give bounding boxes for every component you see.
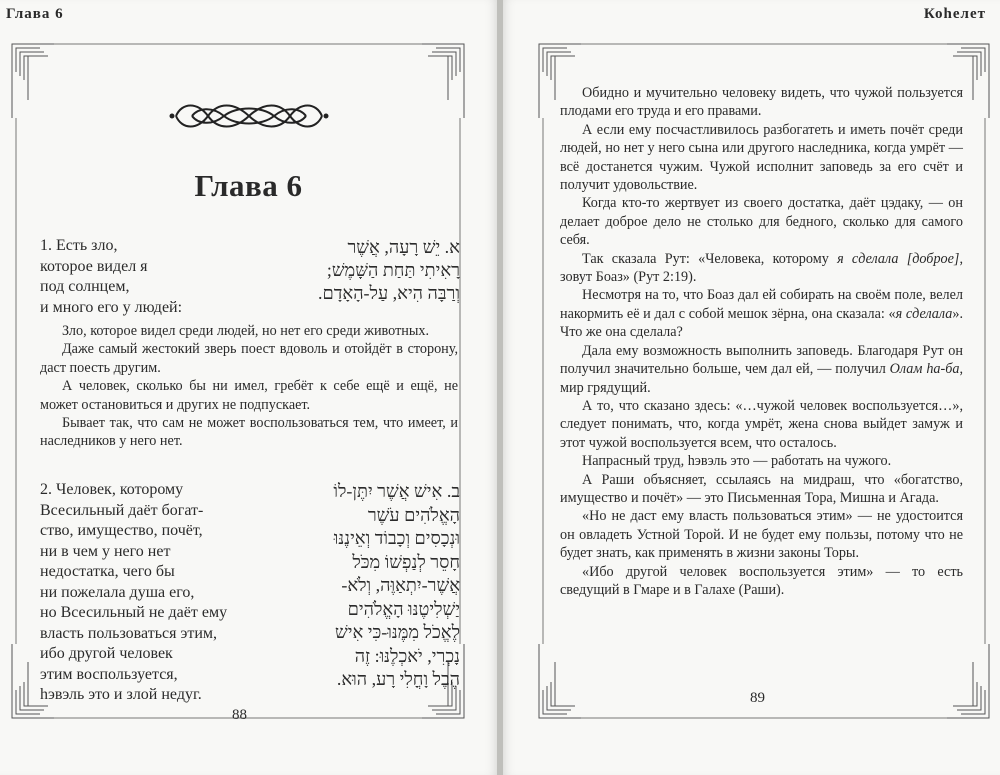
italic-text: я сделала [895, 305, 953, 322]
left-page [0, 0, 497, 775]
verse-line-hebrew: לֶאֱכֹל מִמֶּנּוּ-כִּי אִישׁ [334, 622, 460, 642]
paragraph: А человек, сколько бы ни имел, гребёт к себе ещё и ещё, не может остановиться и других не подпускает. [40, 378, 458, 413]
paragraph [560, 286, 963, 341]
running-head-right: Коhелет [923, 6, 986, 22]
verse-2 [40, 480, 460, 710]
verse-line: hэвэль это и злой недуг. [40, 686, 202, 703]
text-run: Так сказала Рут: «Человека, которому [582, 250, 838, 267]
verse-line: под солнцем, [40, 278, 130, 295]
verse-line-hebrew: הָאֱלֹהִים עֹשֶׁר [367, 504, 460, 525]
verse-line: ство, имущество, почёт, [40, 522, 203, 539]
text-run: Обидно и мучительно человеку видеть, что чужой пользуется плодами его труда и его правами. [560, 85, 963, 120]
verse-1 [40, 236, 460, 318]
verse-line: власть пользоваться этим, [40, 624, 218, 642]
text-run: Когда кто-то жертвует из своего достатка, даёт цэдаку, — он делает доброе дело не столько для бедного, сколько для самого себя. [560, 195, 963, 249]
text-run: Дала ему возможность выполнить заповедь. Благодаря Рут он получил значительно больше, чем дал ей, — получил [560, 342, 963, 378]
verse-line-hebrew: אֲשֶׁר-יִתְאַוֶּה, וְלֹא- [341, 575, 460, 595]
italic-text: Олам hа-ба [889, 361, 960, 378]
text-run: , мир грядущий. [560, 361, 964, 396]
verse-line: но Всесильный не даёт ему [40, 604, 228, 621]
paragraph: Зло, которое видел среди людей, но нет его среди животных. [62, 323, 430, 339]
verse-line: ибо другой человек [40, 645, 173, 662]
verse-line: и много его у людей: [40, 298, 183, 316]
paragraph [560, 250, 963, 287]
paragraph [560, 121, 963, 195]
verse-line-hebrew: חָסֵר לְנַפְשׁוֹ מִכֹּל [352, 551, 460, 572]
verse-line-hebrew: יַשְׁלִיטֶנּוּ הָאֱלֹהִים [347, 598, 460, 619]
verse-line: 2. Человек, которому [40, 481, 184, 498]
paragraph [560, 342, 963, 397]
paragraph [560, 507, 963, 562]
verse-line: ни пожелала душа его, [40, 583, 195, 601]
paragraph [560, 452, 963, 470]
commentary-1 [40, 322, 458, 451]
chapter-ornament [168, 92, 330, 140]
paragraph [560, 84, 963, 121]
verse-line: которое видел я [40, 257, 148, 275]
italic-text: я сделала [доброе] [837, 250, 960, 267]
paragraph [560, 397, 963, 452]
chapter-title: Глава 6 [194, 168, 303, 203]
text-run: А Раши объясняет, ссылаясь на мидраш, что «богатство, имущество и почёт» — это Письменная Тора, Мишна и Агада. [560, 471, 963, 506]
page-number-left: 88 [232, 707, 247, 723]
text-run: , зовут Боаз» (Рут 2:19). [560, 250, 963, 286]
verse-line-hebrew: א. יֵשׁ רָעָה, אֲשֶׁר [347, 237, 460, 257]
verse-line-hebrew: נָכְרִי, יֹאכְלֶנּוּ: זֶה [354, 645, 460, 666]
page-number-right: 89 [750, 690, 765, 706]
verse-1-hebrew [260, 236, 460, 305]
running-head-left: Глава 6 [6, 6, 64, 22]
verse-line: этим воспользуется, [40, 665, 178, 683]
verse-line: ни в чем у него нет [40, 542, 171, 560]
verse-line-hebrew: וְרַבָּה הִיא, עַל-הָאָדָם. [318, 283, 460, 303]
right-page [503, 0, 1000, 775]
verse-2-russian [40, 480, 270, 706]
verse-line: 1. Есть зло, [40, 237, 118, 254]
verse-line-hebrew: רָאִיתִי תַּחַת הַשָּׁמֶשׁ; [326, 260, 460, 280]
text-run: «Ибо другой человек воспользуется этим» — то есть сведущий в Гмаре и в Галахе (Раши). [560, 563, 963, 598]
text-run: А если ему посчастливилось разбогатеть и иметь почёт среди людей, но нет у него сына или другого наследника, когда умрёт — всё достанется чужим. Чужой исполнит заповедь за его счёт и получит удовольствие. [560, 121, 963, 194]
text-run: Несмотря на то, что Боаз дал ей собирать на своём поле, велел накормить её и дал с собой мешок зёрна, она сказала: « [560, 287, 963, 322]
paragraph: Даже самый жестокий зверь поест вдоволь и отойдёт в сторону, даст поесть другим. [40, 341, 458, 376]
text-run: А то, что сказано здесь: «…чужой человек воспользуется…», следует понимать, что, когда умрёт, жена снова выйдет замуж и этот чужой воспользуется всем, что осталось. [560, 397, 963, 451]
text-run: ». Что же она сделала? [560, 305, 963, 341]
verse-2-hebrew [270, 480, 460, 692]
verse-line: недостатка, чего бы [40, 563, 175, 580]
verse-line-hebrew: וּנְכָסִים וְכָבוֹד וְאֵינֶנּוּ [333, 528, 460, 548]
verse-line: Всесильный даёт богат- [40, 501, 204, 519]
paragraph [560, 563, 963, 600]
paragraph: Бывает так, что сам не может воспользоваться тем, что имеет, и наследников у него нет. [40, 415, 458, 450]
paragraph [560, 194, 963, 249]
right-page-text [560, 84, 963, 599]
paragraph [560, 471, 963, 508]
verse-line-hebrew: הֶבֶל וָחֳלִי רָע, הוּא. [336, 669, 460, 689]
text-run: Напрасный труд, hэвэль это — работать на чужого. [582, 453, 892, 470]
verse-line-hebrew: ב. אִישׁ אֲשֶׁר יִתֶּן-לוֹ [333, 481, 460, 501]
verse-1-russian [40, 236, 260, 318]
text-run: «Но не даст ему власть пользоваться этим» — не удостоится он овладеть Устной Торой. И не будет ему пользы, потому что не будет знать, как применять в жизни законы Торы. [560, 508, 963, 562]
